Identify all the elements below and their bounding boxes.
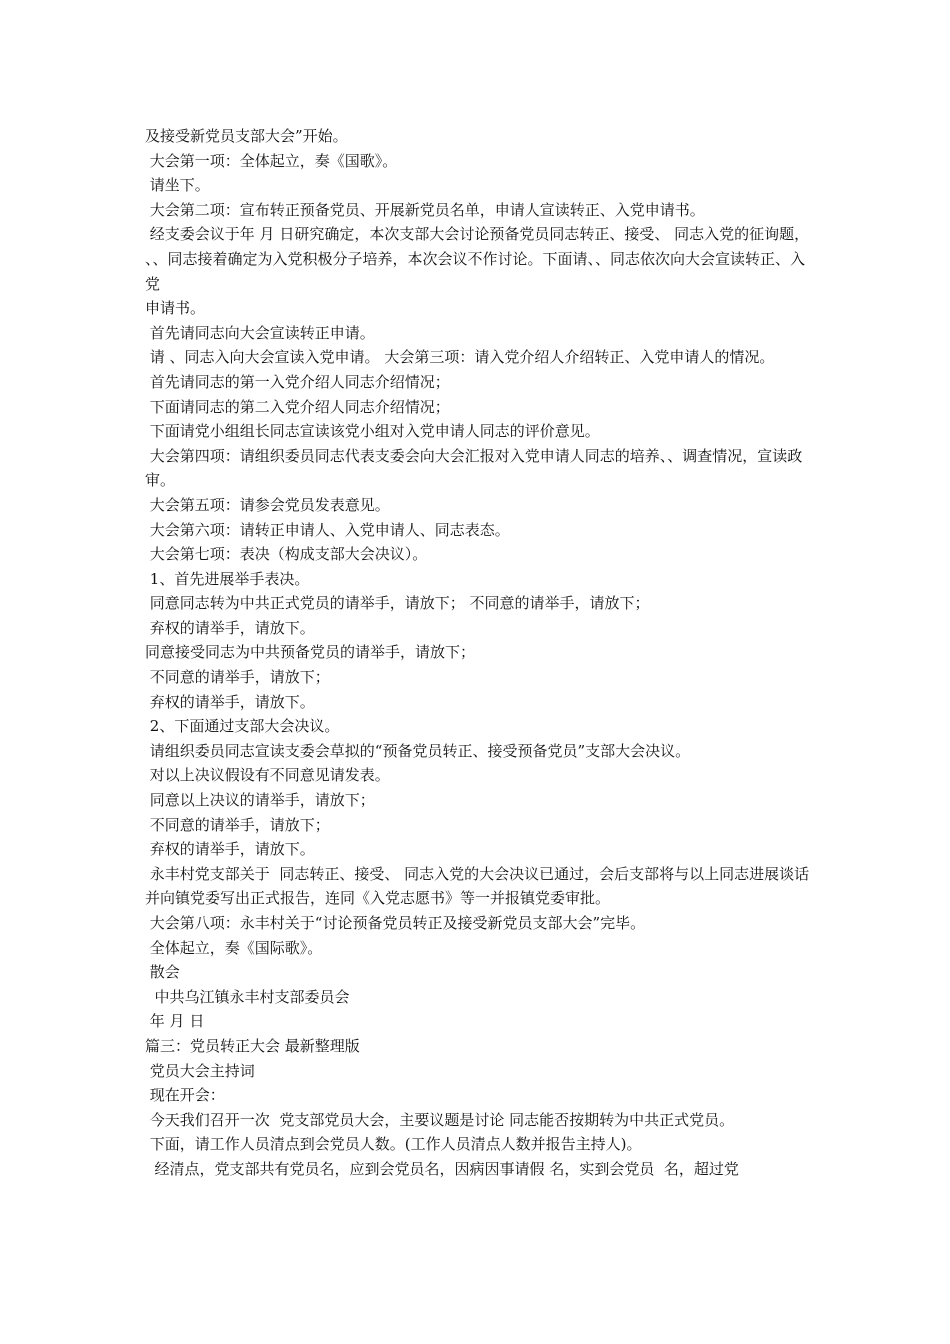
- text-line: 同意以上决议的请举手，请放下；: [145, 791, 375, 810]
- text-line: 不同意的请举手，请放下；: [145, 815, 330, 834]
- text-line: 同意接受同志为中共预备党员的请举手，请放下；: [145, 643, 476, 662]
- text-line: 大会第六项：请转正申请人、入党申请人、同志表态。: [145, 520, 510, 539]
- text-line: 下面请党小组组长同志宣读该党小组对入党申请人同志的评价意见。: [145, 422, 600, 441]
- text-line: 弃权的请举手，请放下。: [145, 692, 315, 711]
- text-line: 永丰村党支部关于 同志转正、接受、 同志入党的大会决议已通过，会后支部将与以上同志进展谈话并向镇党委写出正式报告，连同《入党志愿书》等一并报镇党委审批。: [145, 864, 810, 908]
- text-line: 全体起立，奏《国际歌》。: [145, 938, 323, 957]
- text-line: 今天我们召开一次 党支部党员大会，主要议题是讨论 同志能否按期转为中共正式党员。: [145, 1110, 735, 1129]
- text-line: 2、下面通过支部大会决议。: [145, 717, 340, 736]
- text-line: 党员大会主持词: [145, 1061, 255, 1080]
- text-line: 对以上决议假设有不同意见请发表。: [145, 766, 390, 785]
- text-line: 中共乌江镇永丰村支部委员会: [145, 987, 350, 1006]
- text-line: 经清点，党支部共有党员名，应到会党员名，因病因事请假 名，实到会党员 名，超过党: [145, 1159, 739, 1178]
- text-line: 大会第八项：永丰村关于“讨论预备党员转正及接受新党员支部大会”完毕。: [145, 914, 646, 932]
- text-line: 同意同志转为中共正式党员的请举手，请放下； 不同意的请举手，请放下；: [145, 594, 650, 613]
- text-line: 申请书。: [145, 299, 206, 318]
- text-line: 请 、同志入向大会宣读入党申请。 大会第三项：请入党介绍人介绍转正、入党申请人的情况。: [145, 348, 775, 367]
- text-line: 请坐下。: [145, 176, 210, 195]
- text-line: 大会第一项：全体起立，奏《国歌》。: [145, 151, 398, 170]
- text-line: 篇三：党员转正大会 最新整理版: [145, 1036, 360, 1055]
- text-line: 不同意的请举手，请放下；: [145, 668, 330, 687]
- text-line: 大会第四项：请组织委员同志代表支委会向大会汇报对入党申请人同志的培养、、调查情况，宣读政审。: [145, 446, 803, 490]
- text-line: 经支委会议于年 月 日研究确定，本次支部大会讨论预备党员同志转正、接受、 同志入党的征询题， 、、同志接着确定为入党积极分子培养，本次会议不作讨论。下面请、、同志依次向大会宣读转正、入党: [145, 225, 814, 293]
- text-line: 弃权的请举手，请放下。: [145, 840, 315, 859]
- text-line: 弃权的请举手，请放下。: [145, 618, 315, 637]
- text-line: 下面请同志的第二入党介绍人同志介绍情况；: [145, 397, 450, 416]
- text-line: 散会: [145, 963, 180, 982]
- text-line: 请组织委员同志宣读支委会草拟的“预备党员转正、接受预备党员”支部大会决议。: [145, 741, 691, 760]
- text-line: 大会第七项：表决（构成支部大会决议）。: [145, 545, 428, 564]
- document-body: [145, 124, 815, 1182]
- text-line: 下面，请工作人员清点到会党员人数。(工作人员清点人数并报告主持人)。: [145, 1135, 642, 1154]
- text-line: 大会第二项：宣布转正预备党员、开展新党员名单，申请人宣读转正、入党申请书。: [145, 200, 705, 219]
- text-line: 现在开会：: [145, 1086, 225, 1105]
- text-line: 首先请同志向大会宣读转正申请。: [145, 323, 375, 342]
- text-line: 大会第五项：请参会党员发表意见。: [145, 495, 390, 514]
- text-line: 1、首先进展举手表决。: [145, 569, 310, 588]
- text-line: 首先请同志的第一入党介绍人同志介绍情况；: [145, 372, 450, 391]
- text-line: 年 月 日: [145, 1012, 205, 1031]
- text-line: 及接受新党员支部大会”开始。: [145, 127, 348, 145]
